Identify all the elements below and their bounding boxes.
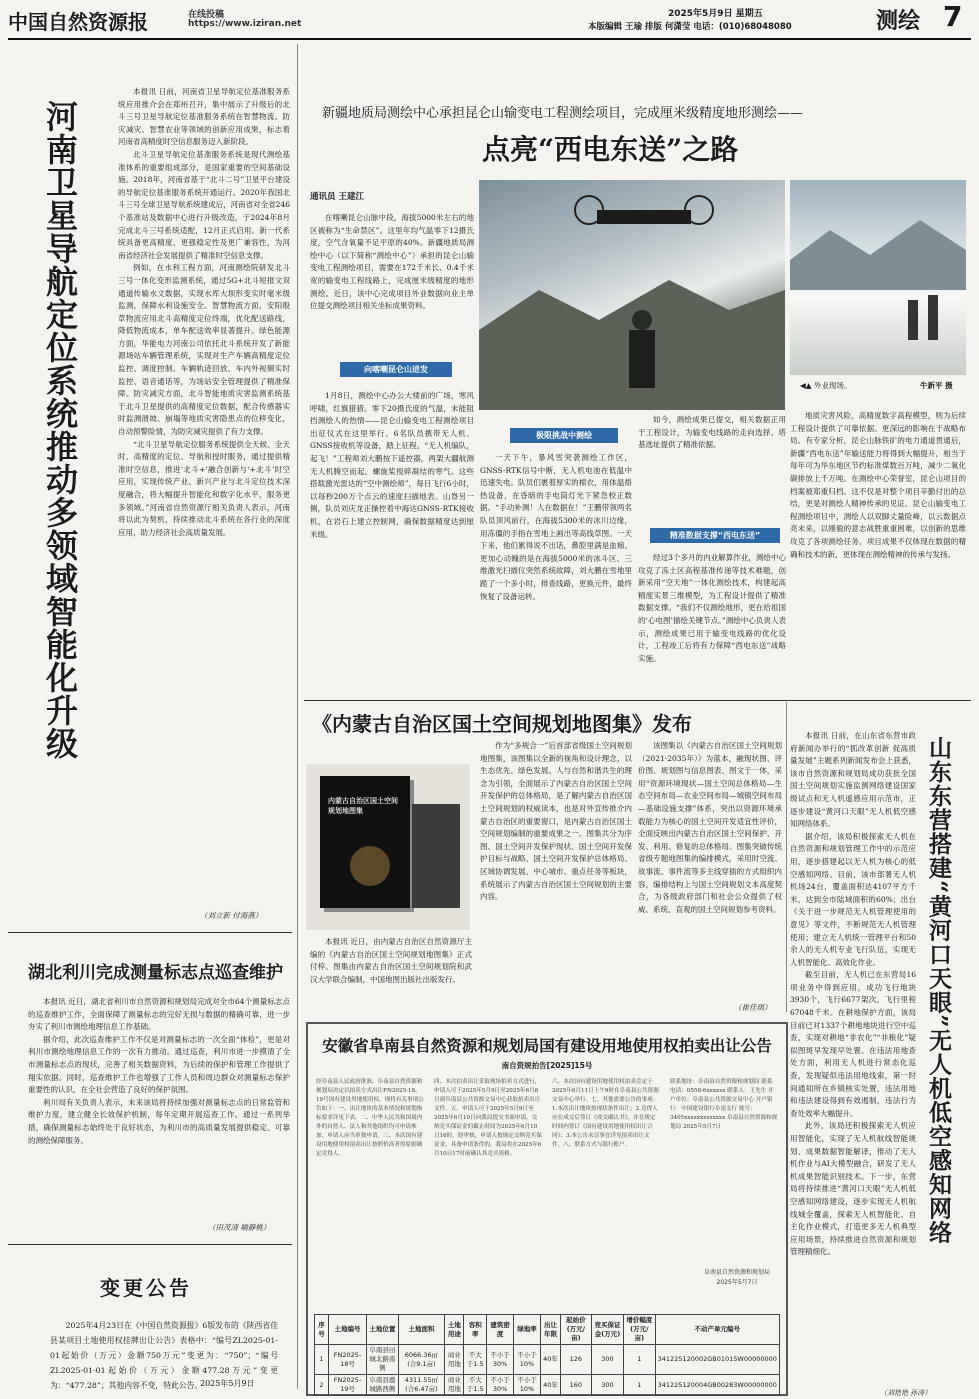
shandong-body [790,730,916,1390]
notice-top-rule [8,1244,292,1245]
notice-title: 变更公告 [100,1276,192,1300]
hubei-paragraph: 据介绍，此次巡查维护工作不仅是对测量标志的一次全面“体检”，更是对利川市测绘地理信息工作的一次有力推动。通过巡查，利川市进一步摸清了全市测量标志点的现状，完善了相关数据资料，为后续的保护和管理工作提供了翔实依据。同时，巡查维护工作也增强了工作人员和周边群众对测量标志保护重要性的认识，在全社会营造了良好的保护氛围。 [28,1034,290,1095]
section-name: 测绘 [876,9,921,34]
atlas-cover [306,764,470,930]
anhui-column: 四、本次拍卖出让采取现场拍卖方式进行，申请人可于2025年5月9日至2025年6月8日到阜南县公共资源交易中心获取拍卖出让文件。五、申请人可于2025年5月9日至2025年6月10日向我局提交书面申请。交纳竞买保证金的截止时间为2025年6月10日16时。经审核，申请人按规定交纳竞买保证金，具备申请条件的，我局将在2025年6月10日17时前确认其竞买资格。 [434,1079,542,1157]
henan-paragraph: 北斗卫星导航定位基准服务系统是现代测绘基准体系的重要组成部分，是国家重要的空间基础设施。2018年，河南省基于“北斗二号”卫星平台建设的导航定位基准服务系统开通运行。2020年我国北斗三号全球卫星导航系统建成后，河南省对全省246个基准站及数据中心进行升级改造，于2024年8月完成北斗三号系统适配，12月正式启用。新一代系统具备更高精度、更强稳定性及更广兼容性，为河南省经济社会发展提供了精准时空信息支撑。 [118,149,290,260]
table-cell: 40年 [540,1375,560,1396]
anhui-column: 六、本次国有建设用地使用权拍卖会定于2025年6月11日上午9时在阜南县公共资源交易中心举行。七、其他需要公告的事项：1.本次出让地块按现状条件出让；2.竞得人应在成交后签订《成交确认书》，并在规定时间内签订《国有建设用地使用权出让合同》；3.本公告未尽事宜详见拍卖出让文件。八、联系方式与银行账户。 [552,1079,659,1148]
shandong-paragraph: 此外，该局还积极探索无人机应用智能化，实现了无人机航线智能规划、成果数据智能解译，推动了无人机作业与AI大模型融合，研发了无人机成果智能识别技术。下一步，东营局将持续推进“黄河口天眼”无人机低空感知网络建设，逐步实现无人机航线城全覆盖，探索无人机智能化、自主化作业模式，打造更多无人机典型应用场景，持续推进自然资源和规划管理精细化。 [790,1121,916,1257]
page-editors: 本版编辑 王瑜 排版 何潇莹 电话：(010)68048080 [588,22,792,32]
table-cell: 1 [624,1345,655,1375]
table-cell: 4311.55㎡(合6.47亩) [398,1375,445,1396]
neimenggu-title: 《内蒙古自治区国土空间规划地图集》发布 [312,712,692,736]
table-cell: 不小于10% [514,1375,541,1396]
table-cell: 阜南县田城北路南侧 [367,1345,398,1375]
xinjiang-title: 点亮“西电东送”之路 [482,133,739,166]
table-cell: 300 [591,1345,623,1375]
table-header-cell: 绿地率 [514,1315,541,1345]
shandong-title: 山东东营搭建“黄河口天眼”无人机低空感知网络 [925,736,952,1245]
table-header-cell: 出让年限 [540,1315,560,1345]
anhui-columns [316,1078,778,1308]
photo-caption: ◀▲ 外业现场。 [800,381,852,390]
table-cell: 300 [591,1375,623,1396]
xinjiang-section-text-continued: 如今，测绘成果已提交，相关数据正用于工程设计，为输变电线路的走向选择、塔基选址提供了精准依据。 [638,415,786,450]
table-cell: 阜南县鹿城路西侧 [367,1375,398,1396]
table-header-cell: 起始价(万元/亩) [560,1315,591,1345]
table-header-cell: 序号 [315,1315,329,1345]
xinjiang-section-text: 地质灾害风险，高精度数字高程模型，则为后续工程设计提供了可靠依据。更深远的影响在于战略布局。有专家分析，昆仑山脉铁矿的电力通道贯通后，新疆“西电东送”年输送能力将得到大幅提升，相当于每年可为华东地区节约标准煤数百万吨，减少二氧化碳排放上千万吨。在测绘中心荣誉室，昆仑山项目的档案被郑重归档。这不仅是对整个项目辛勤付出的总结，更是对测绘人精神传承的见证。昆仑山输变电工程测绘项目中，测绘人以双脚丈量险峰，以云数据点亮未来，以刚毅的意志战胜重重困难，以创新的思维攻克了各项测绘任务。项目成果不仅体现在数据的精确和技术的新，更体现在测绘精神的传承与发扬。 [790,411,966,559]
anhui-subtitle: 南自资规拍告[2025]15号 [501,1061,593,1070]
hubei-title: 湖北利川完成测量标志点巡查维护 [28,963,283,983]
section-heading: 极限挑战中测绘 [510,428,618,443]
xinjiang-section-text: 1月8日，测绘中心办公大楼前的广场，寒风呼啸，红旗猎猎。零下20摄氏度的气温，未能阻挡测绘人的热情——昆仑山输变电工程测绘项目出征仪式在这里举行。6名队员携带无人机、GNSS接收机等设备，踏上征程。“无人机编队，起飞！”工程师刘大鹏按下遥控器，两架大疆航测无人机腾空而起，螺旋桨搅碎凝结的寒气。这些搭载激光雷达的“空中测绘师”，每日飞行6小时，以每秒200万个点云的速度扫描地表。山脊另一侧，队员刘庆龙正操控着中海达GNSS-RTK接收机，在岩石上建立控制网，确保数据精度达到厘米级。 [310,391,474,539]
neimenggu-paragraph: 本报讯 近日，由内蒙古自治区自然资源厅主编的《内蒙古自治区国土空间规划地图集》正式付梓。图集由内蒙古自治区国土空间规划院和武汉大学联合编制，中国地图出版社出版发行。 [310,937,472,984]
table-cell: 1 [624,1375,655,1396]
table-cell: 不小于10% [514,1345,541,1375]
hubei-byline: （田茂清 喻静桃） [208,1223,271,1232]
table-cell: 商业用地 [445,1375,464,1396]
xinjiang-kicker: 新疆地质局测绘中心承担昆仑山输变电工程测绘项目，完成厘米级精度地形测绘—— [322,106,804,121]
notice-date: 2025年5月9日 [200,1379,255,1388]
atlas-map-icon [350,846,390,886]
paper-name: 中国自然资源报 [8,10,148,34]
column-divider [297,44,298,1389]
notice-body: 2025年4月23日在《中国自然资源报》6版发布的《陕西省佳县某项目土地使用权挂牌出让公告》表格中：“编号ZL2025-01-01起始价（万元）金额750万元”变更为：“750”；“编号ZL2025-01-01起始价（万元）金额477.28万元”变更为：“477.28”；其他内容不变，特此公告。 [50,1321,278,1390]
table-header-cell: 土地位置 [367,1315,398,1345]
table-header-cell: 增价幅度(万元/亩) [624,1315,655,1345]
table-cell: 商业用地 [445,1345,464,1375]
hubei-body [28,996,290,1196]
field-photo-snow [790,180,966,375]
anhui-signature: 阜南县自然资源和规划局 2025年5月7日 [703,1269,770,1286]
masthead [8,0,971,38]
table-cell: 40年 [540,1345,560,1375]
xinjiang-lead: 在喀喇昆仑山脉中段，海拔5000米左右的地区被称为“生命禁区”。这里年均气温零下12摄氏度，空气含氧量不足平原的40%。新疆地质局测绘中心（以下简称“测绘中心”）承担的昆仑山输变电工程测绘项目，需要在172千米长、0.4千米宽的输变电工程线路上，完成厘米级精度的地形测绘。近日，该中心完成项目外业数据向业主单位提交测绘项目相关坐标成果资料。 [310,213,474,311]
table-header-cell: 容积率 [464,1315,487,1345]
neimenggu-paragraph: 该图集以《内蒙古自治区国土空间规划（2021-2035年）》为蓝本，融现状图、评价图、规划图与信息图表、图文于一体，采用“资源环境现状—国土空间总体格局—生态空间布局—农业空间布局—城镇空间布局—基础设施支撑”体系，突出以资源环境承载能力为核心的国土空间开发适宜性评价，全面反映出内蒙古自治区国土空间保护、开发、利用、修复的总体格局。图集突破传统省级专题地图集的编排模式，采用时空流、故事流、事件流等多主线穿插的方式组织内容，编排结构上与国土空间规划文本高度契合，为各级政府部门和社会公众提供了权威、系统、直观的国土空间规划参考资料。 [638,741,782,914]
table-cell: 2 [315,1375,329,1396]
drone-illustration [479,180,785,410]
table-row [315,1375,780,1396]
table-cell: 341225120004GB00283W00000000 [655,1375,779,1396]
henan-paragraph: 例如，在水利工程方面，河南测绘院研发北斗三号一体化变形监测系统，通过5G+北斗短报文双通道传输水文数据，实现水库大坝形变实时毫米级监测，保障水利设施安全。智慧物流方面，安阳殷草物流应用北斗高精度定位终端，优化配送路线，降低物流成本，单车配送效率显著提升。绿色能源方面，华能电力河南公司依托北斗系统开发了新能源场站车辆管理系统，实现对生产车辆高精度定位监控、调度控制、车辆轨迹回放、车内外视频实时监控、语音通话等，为场站安全管理提供了精准保障。防灾减灾方面，北斗智能地质灾害监测系统基于北斗卫星提供的高精度定位数据，配合传感器实时监测滑坡、崩塌等地质灾害隐患点的位移变化，自动预警险情，为防灾减灾提供了有力支撑。 [118,263,290,437]
submission-label: 在线投稿 [188,10,225,20]
anhui-column: 联系地址：阜南县自然资源和规划局 联系电话：0558-6xxxxxx 联系人：王先生 开户单位：阜南县公共资源交易中心 开户银行：中国建设银行阜南支行 账号：3405xxxxxxxxxxxxx 阜南县自然资源和规划局 2025年5月7日 [670,1079,778,1130]
xinjiang-section-text: 经过3个多月的内业解算作业，测绘中心攻克了冻土区高程基准传递等技术难题，创新采用“空天地”一体化测绘技术，构建起高精度实景三维模型，为工程设计提供了精准数据支撑。“我们不仅测绘地形，更在给祖国的‘心电图’描绘关键节点。”测绘中心负责人表示，测绘成果已用于输变电线路的优化设计，工程竣工后将有力保障“西电东送”战略实施。 [638,553,786,663]
neimenggu-paragraph: 作为“多规合一”后首部省级国土空间规划地图集，该图集以全新的视角和设计理念，以生态优先、绿色发展、人与自然和谐共生的理念为引领，全面展示了内蒙古自治区国土空间开发保护的总体格局，是了解内蒙古自治区国土空间规划的权威读本，也是对外宣传推介内蒙古自治区的重要窗口，是内蒙古自治区国土空间规划编制的重要成果之一。图集共分为序图、国土空间开发保护现状、国土空间开发保护目标与战略、国土空间开发保护总体格局、区域协调发展、中心城市、重点任务等板块，系统展示了内蒙古自治区国土空间规划的主要内容。 [480,741,632,902]
table-cell: 不大于1.5 [464,1375,487,1396]
henan-body [118,86,290,896]
shandong-paragraph: 据介绍，该局积极探索无人机在自然资源和规划管理工作中的示范应用，逐步搭建起以无人机为核心的低空感知网络。目前，该市部署无人机机场24台，覆盖面积达4107平方千米，达到全市陆域面积的60%；出台《关于进一步规范无人机管理使用的意见》等文件，不断规范无人机管理使用；建立无人机统一管理平台和50余人的无人机专业飞行队伍，实现无人机智能化、高效化作业。 [790,831,916,967]
table-header-cell: 不动产单元编号 [655,1315,779,1345]
section-heading: 精准数据支撑“西电东送” [650,528,780,543]
anhui-table-wrap [314,1314,780,1396]
xinjiang-section-text: 一天下午，暴风雪突袭测绘工作区，GNSS-RTK信号中断，无人机电池在低温中迅速失电。队员们裹着厚实的棉衣，用体温焐热设备，在昏暗的手电筒灯光下紧急校正数据。“手动补测！人在数据在！”王鹏带领两名队员顶风前行，在海拔5300米的冰川边缘，用冻僵的手指在雪地上画出等高线草图。一天下来，他们累得说不出话，鼻腔里满是血痂。更加心动魄的是在海拔5000米的冰斗区。三维激光扫描仪突然系统故障，刘大鹏在雪地里跪了一个多小时，排查线路，更换元件，最终恢复了设备运转。 [480,453,632,601]
atlas-cover-title: 内蒙古自治区国土空间规划地图集 [328,796,398,815]
table-cell: 不小于30% [487,1345,514,1375]
table-cell: 160 [560,1375,591,1396]
anhui-notice [306,1022,788,1396]
henan-paragraph: 本报讯 日前，河南省卫星导航定位基准服务系统应用推介会在郑州召开，集中展示了升级后的北斗三号卫星导航定位基准服务系统在智慧物流、防灾减灾、智慧农业等领域的创新应用成果，标志着河南省高精度时空信息服务迈入新阶段。 [118,87,290,147]
atlas-book [320,776,410,908]
shandong-paragraph: 本报讯 日前，在山东省东营市政府新闻办举行的“抓改革创新 促高质量发展”主题系列新闻发布会上获悉，该市自然资源和规划局成功获批全国国土空间规划实施监测网络建设国家级试点和无人机遥感应用示范市，正逐步建设“黄河口天眼”无人机低空感知网络体系。 [790,731,916,829]
table-header-cell: 土地用途 [445,1315,464,1345]
shandong-byline: （刘艳艳 孙涛） [880,1389,932,1397]
table-cell: 341225120002GB01015W00000000 [655,1345,779,1375]
hubei-paragraph: 本报讯 近日，湖北省利川市自然资源和规划局完成对全市64个测量标志点的巡查维护工作，全面保障了测量标志的完好无损与数据的精确可靠，进一步夯实了利川市测绘地理信息工作基础。 [28,997,290,1032]
field-photo-drone [479,180,785,410]
table-cell: 1 [315,1345,329,1375]
section-heading: 向喀喇昆仑山进发 [340,362,452,377]
column-divider [786,702,787,1012]
neimenggu-byline: （崔佳琪） [734,1003,772,1012]
table-cell: 126 [560,1345,591,1375]
photo-credit: 牛新平 摄 [920,381,953,390]
anhui-title: 安徽省阜南县自然资源和规划局国有建设用地使用权拍卖出让公告 [322,1036,772,1055]
table-cell: 不小于30% [487,1375,514,1396]
xinjiang-bottom-rule [304,700,971,701]
shandong-paragraph: 截至目前，无人机已在东营局16项业务中得到应用，成功飞行地块3930个，飞行6677架次，飞行里程67048千米。在耕地保护方面，该局目前已对1337个耕地地块进行空中巡查，实现对耕地“非农化”“非粮化”疑似图斑早发现早处置。在违法用地查处方面，利用无人机进行常态化巡查，发现疑似违法用地线索，第一时间通知所在乡镇核实处置，违法用地和违法建设得到有效遏制，违法行为查处效率大幅提升。 [790,970,916,1118]
table-header-row [315,1315,780,1345]
table-body [315,1345,780,1396]
table-header-cell: 竞买保证金(万元) [591,1315,623,1345]
table-cell: 不大于1.5 [464,1345,487,1375]
henan-paragraph: “北斗卫星导航定位服务系统提供全天候、全天时、高精度的定位、导航和授时服务，通过提供精准时空信息，推进‘北斗+’融合创新与‘+北斗’时空应用，实现传统产业、新兴产业与北斗定位技术深度融合，将大幅提升智能化和数字化水平，服务更多领域。”河南省自然资源厅相关负责人表示，河南将以此为契机，持续推动北斗系统在各行业的深度应用，助力经济社会高质量发展。 [118,439,290,537]
henan-byline: （刘立新 付海燕） [200,911,263,920]
page-number: 7 [943,0,963,33]
table-header-cell: 建筑密度 [487,1315,514,1345]
table-header-cell: 土地编号 [328,1315,366,1345]
table-cell: FN2025-18号 [328,1345,366,1375]
henan-title: 河南卫星导航定位系统推动多领域智能化升级 [41,100,79,760]
hubei-paragraph: 利川局有关负责人表示，未来该局将持续加强对测量标志点的日常监管和维护力度，建立健全长效保护机制，每年定期开展巡查工作。通过一系列举措，确保测量标志始终处于良好状态，为利川市的高质量发展提供稳定、可靠的测绘保障服务。 [28,1097,290,1145]
masthead-rule [8,38,971,40]
issue-date: 2025年5月9日 星期五 [668,9,763,19]
table-cell: 6066.36㎡(合9.1亩) [398,1345,445,1375]
table-header-cell: 土地面积 [398,1315,445,1345]
anhui-column: 经阜南县人民政府批准，阜南县自然资源和规划局决定以拍卖方式出让FN2025-18、19号国有建设用地使用权。现将有关事项公告如下：一、出让地块的基本情况和规划指标要求详见下表。二、中华人民共和国境内外的自然人、法人和其他组织均可申请参加，申请人应当单独申请。三、本次国有建设用地使用权拍卖出让按照价高者得原则确定竞得人。 [316,1079,424,1157]
table-cell: FN2025-19号 [328,1375,366,1396]
anhui-table [314,1314,780,1396]
atlas-book-back [412,804,460,908]
surveyor-illustration [790,180,966,375]
table-row [315,1345,780,1375]
submission-url[interactable]: https://www.iziran.net [188,19,302,29]
hubei-top-rule [8,932,292,933]
xinjiang-byline: 通讯员 王建江 [310,192,364,202]
